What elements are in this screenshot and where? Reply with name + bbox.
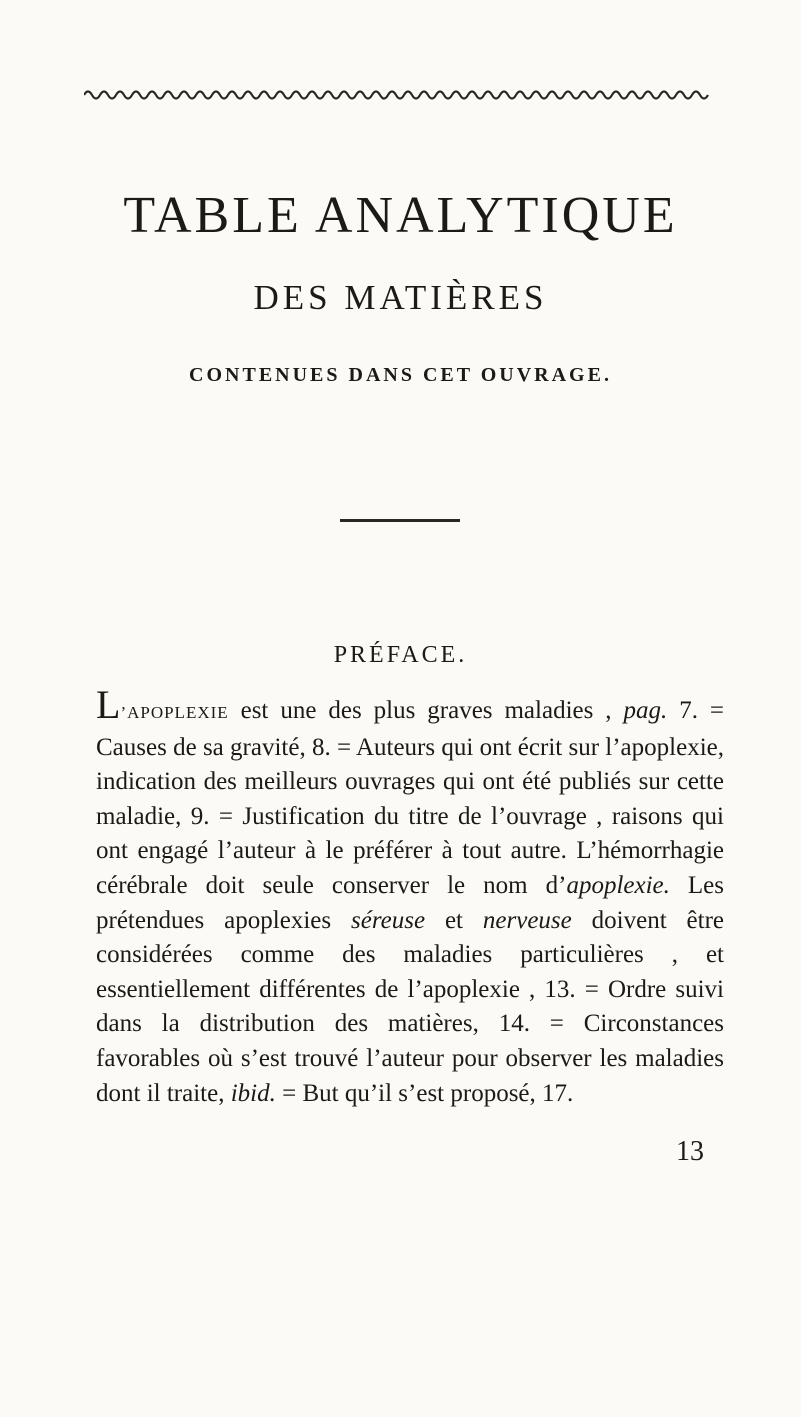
preface-paragraph bbox=[96, 682, 725, 1111]
text-segment: 7. = Causes de sa gravité, 8. = Auteurs qui ont écrit sur l’apoplexie, indication des meilleurs ouvrages qui ont été publiés sur cette maladie, 9. = Justification du titre de l’ouvrage , raisons qui ont engagé l’auteur à le préférer à tout autre. L’hémorrhagie cérébrale doit seule conserver le nom d’ bbox=[96, 697, 725, 899]
italic-pag: pag. bbox=[623, 697, 668, 724]
section-divider bbox=[340, 519, 460, 522]
page-subtitle-small: CONTENUES DANS CET OUVRAGE. bbox=[189, 364, 612, 386]
text-segment: et bbox=[425, 906, 483, 934]
italic-apoplexie: apoplexie. bbox=[566, 871, 670, 899]
italic-sereuse: séreuse bbox=[351, 906, 426, 934]
page-title: TABLE ANALYTIQUE bbox=[123, 187, 678, 244]
drop-cap: L bbox=[96, 682, 121, 727]
italic-ibid: ibid. bbox=[230, 1079, 276, 1107]
text-segment: Les prétendues apoplexies bbox=[96, 871, 724, 934]
text-segment: doivent être considérées comme des maladies particulières , et essentiellement différentes de l’apoplexie , 13. = Ordre suivi dans la distribution des matières, 14. = Circonstances favorables où s’est trouvé l’auteur pour observer les maladies dont il traite, bbox=[96, 906, 724, 1107]
small-caps-word: ’APOPLEXIE bbox=[120, 703, 229, 722]
text-segment: est une des plus graves maladies , bbox=[228, 697, 624, 724]
ornamental-border-band bbox=[84, 88, 712, 102]
text-segment: = But qu’il s’est proposé, 17. bbox=[275, 1079, 574, 1107]
italic-nerveuse: nerveuse bbox=[482, 906, 572, 934]
page-subtitle: DES MATIÈRES bbox=[253, 278, 548, 317]
catchword: 13 bbox=[676, 1136, 704, 1167]
preface-heading: PRÉFACE. bbox=[333, 642, 468, 668]
